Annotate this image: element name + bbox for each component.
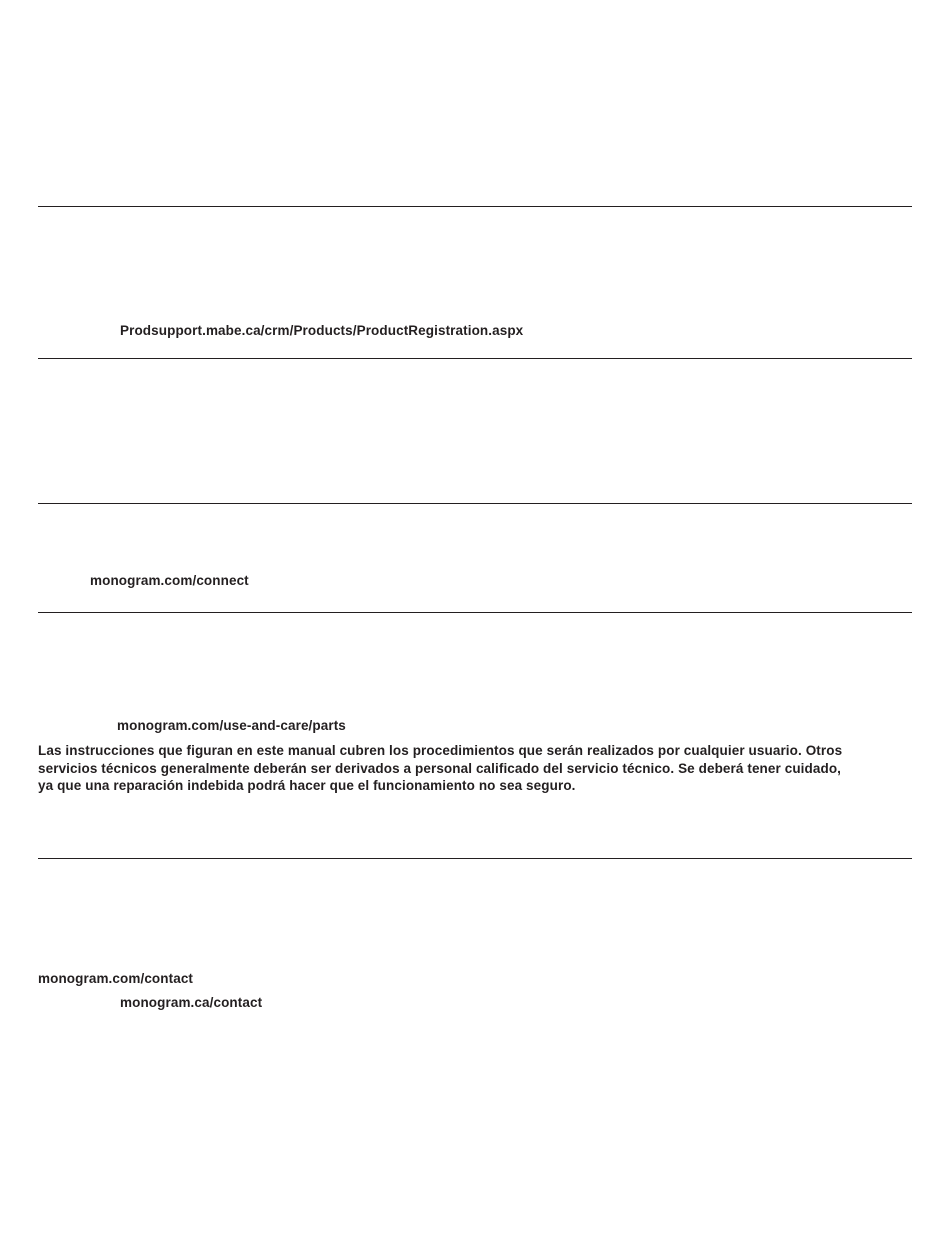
section-divider bbox=[38, 206, 912, 207]
parts-link[interactable]: monogram.com/use-and-care/parts bbox=[117, 718, 346, 733]
section-divider bbox=[38, 358, 912, 359]
service-paragraph bbox=[38, 742, 912, 795]
paragraph-line: ya que una reparación indebida podrá hacer que el funcionamiento no sea seguro. bbox=[38, 778, 576, 793]
contact-link-ca[interactable]: monogram.ca/contact bbox=[120, 995, 263, 1010]
connect-link[interactable]: monogram.com/connect bbox=[90, 573, 249, 588]
product-registration-link[interactable]: Prodsupport.mabe.ca/crm/Products/ProductRegistration.aspx bbox=[120, 323, 524, 338]
section-divider bbox=[38, 612, 912, 613]
paragraph-line: Las instrucciones que figuran en este manual cubren los procedimientos que serán realizados por cualquier usuario. Otros bbox=[38, 743, 843, 758]
section-divider bbox=[38, 503, 912, 504]
contact-link-us[interactable]: monogram.com/contact bbox=[38, 971, 194, 986]
paragraph-line: servicios técnicos generalmente deberán ser derivados a personal calificado del servicio técnico. Se deberá tener cuidado, bbox=[38, 760, 842, 776]
section-divider bbox=[38, 858, 912, 859]
